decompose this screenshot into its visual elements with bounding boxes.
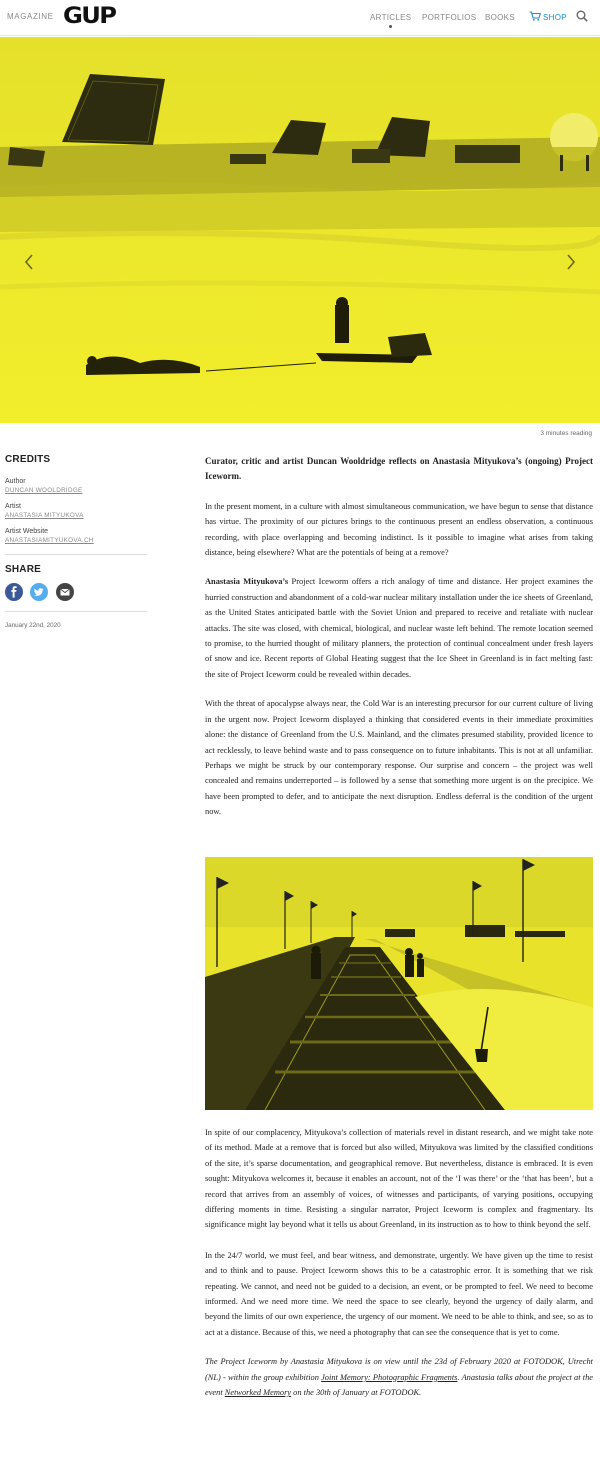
reading-time: 3 minutes reading: [540, 430, 592, 437]
chevron-left-icon[interactable]: [22, 252, 36, 272]
trench-photo: [205, 857, 593, 1110]
credit-text: The Project Iceworm by Anastasia Mityukova is on view until the 23d of February 2020 at FOTODOK, Utrecht (NL) - within the group exhibition: [205, 1357, 593, 1382]
divider: [5, 554, 147, 555]
cart-icon[interactable]: [529, 11, 541, 21]
active-indicator: [389, 25, 392, 28]
artist-name-bold: Anastasia Mityukova’s: [205, 577, 289, 587]
article-image: [205, 857, 593, 1110]
email-icon[interactable]: [56, 583, 74, 601]
nav-portfolios[interactable]: PORTFOLIOS: [422, 13, 477, 22]
share-heading: SHARE: [5, 564, 42, 575]
publish-date: January 22nd, 2020: [5, 622, 61, 629]
credit-text: . Anastasia talks about the project at the event: [205, 1372, 593, 1398]
hero-image: [0, 37, 600, 423]
credit-text: on the 30th of January at FOTODOK.: [291, 1388, 422, 1398]
artist-label: Artist: [5, 503, 21, 510]
credits-sidebar: [5, 454, 147, 629]
article-body-continued: [205, 1125, 593, 1401]
share-buttons: [5, 583, 147, 601]
chevron-right-icon[interactable]: [564, 252, 578, 272]
website-link[interactable]: ANASTASIAMITYUKOVA.CH: [5, 537, 94, 544]
artist-link[interactable]: ANASTASIA MITYUKOVA: [5, 512, 84, 519]
twitter-icon[interactable]: [30, 583, 48, 601]
nav-articles-label: ARTICLES: [370, 13, 412, 22]
article-body: [205, 454, 593, 820]
paragraph-text: Project Iceworm offers a rich analogy of time and distance. Her project examines the hurried construction and abandonment of a cold-war nuclear military installation under the ice sheets of Greenland, as the United States anticipated battle with the Soviet Union and prepared to receive and retaliate with nuclear attacks. The site was closed, with chemical, biological, and nuclear waste left behind. The remote location seemed to promise, to the hurried thought of military planners, the protection of continual concealment under fresh layers of snow and ice. Recent reports of Global Heating suggest that the Ice Sheet in Greenland is in fact melting fast: the site of Project Iceworm could be revealed within decades.: [205, 577, 594, 679]
joint-memory-link[interactable]: Joint Memory: Photographic Fragments: [321, 1372, 458, 1382]
paragraph: With the threat of apocalypse always near, the Cold War is an interesting precursor for our current culture of living in the urgent now. Project Iceworm displayed a thinking that considered events in their immediate proximities alone: the distance of Greenland from the U.S. Mainland, and the climates presumed stability, provided licence to act recklessly, to leave behind waste and to pass consequence on to future inhabitants. This is not at all unfamiliar. Perhaps we might be struck by our contemporary response. Our surprise and concern – the project was well concealed and remains underreported – is followed by a sense that something more urgent is on the precipice. We have been prompted to defer, and to anticipate the next disruption. Endless deferral is the condition of the urgent now.: [205, 699, 593, 817]
website-label: Artist Website: [5, 528, 49, 535]
nav-articles[interactable]: [370, 13, 411, 22]
nav-books[interactable]: BOOKS: [485, 13, 515, 22]
paragraph: In spite of our complacency, Mityukova’s collection of materials revel in distant research, and we might take note of its method. Made at a remove that is forced but also willed, Mityukova was limited by the classified conditions of the site, it’s sparse documentation, and geographical remove. But nevertheless, distance is embraced. It is even sought: Mityukova welcomes it, because it enables an account, not of the ‘I was there’ or the ‘that has been’, but a record that arrives from an assembly of voices, of witnesses and participants, of varying positions, occupying differing moments in time. Resisting a singular narrator, Project Iceworm is complex and fragmentary. Its significance might lay beyond what it tells us about Greenland, in its instruction as to how to think beyond the self.: [205, 1128, 593, 1230]
author-link[interactable]: DUNCAN WOOLDRIDGE: [5, 487, 83, 494]
networked-memory-link[interactable]: Networked Memory: [224, 1388, 292, 1398]
gup-logo[interactable]: GUP: [63, 4, 116, 29]
hero-photo: [0, 37, 600, 423]
magazine-label[interactable]: MAGAZINE: [7, 12, 54, 21]
paragraph: In the 24/7 world, we must feel, and bear witness, and demonstrate, urgently. We have given up the time to resist and to think and to pause. Project Iceworm shows this to be a catastrophic error. It is something that we risk repeating. We cannot, and need not be guided to a decision, an event, or be prompted to feel. We need to become informed. And we need more time. We need the space to see clearly, beyond the urgency of daily alarm, and beyond the limits of our own experience, the urgency of our moment. We need to be able to think, and see, so as to act at a distance. Because of this, we need a photography that can see the consequence that is yet to come.: [205, 1250, 593, 1337]
facebook-icon[interactable]: [5, 583, 23, 601]
paragraph: [205, 574, 593, 682]
paragraph: In the present moment, in a culture with almost simultaneous communication, we have begun to sense that distance has virtue. The proximity of our pictures brings to the continuous present an endless observation, a continuous recording, with place overlapping and becoming indistinct. Is it possible to imagine what arises from taking distance, being elsewhere? What are the potentials of being at a remove?: [205, 501, 593, 558]
search-icon[interactable]: [576, 10, 588, 22]
credits-heading: CREDITS: [5, 454, 51, 465]
exhibition-credit: [205, 1354, 593, 1400]
author-label: Author: [5, 478, 26, 485]
site-header: [0, 0, 600, 36]
divider: [5, 611, 147, 612]
nav-shop[interactable]: SHOP: [543, 13, 567, 22]
article-intro: Curator, critic and artist Duncan Wooldridge reflects on Anastasia Mityukova’s (ongoing) Project Iceworm.: [205, 456, 593, 482]
